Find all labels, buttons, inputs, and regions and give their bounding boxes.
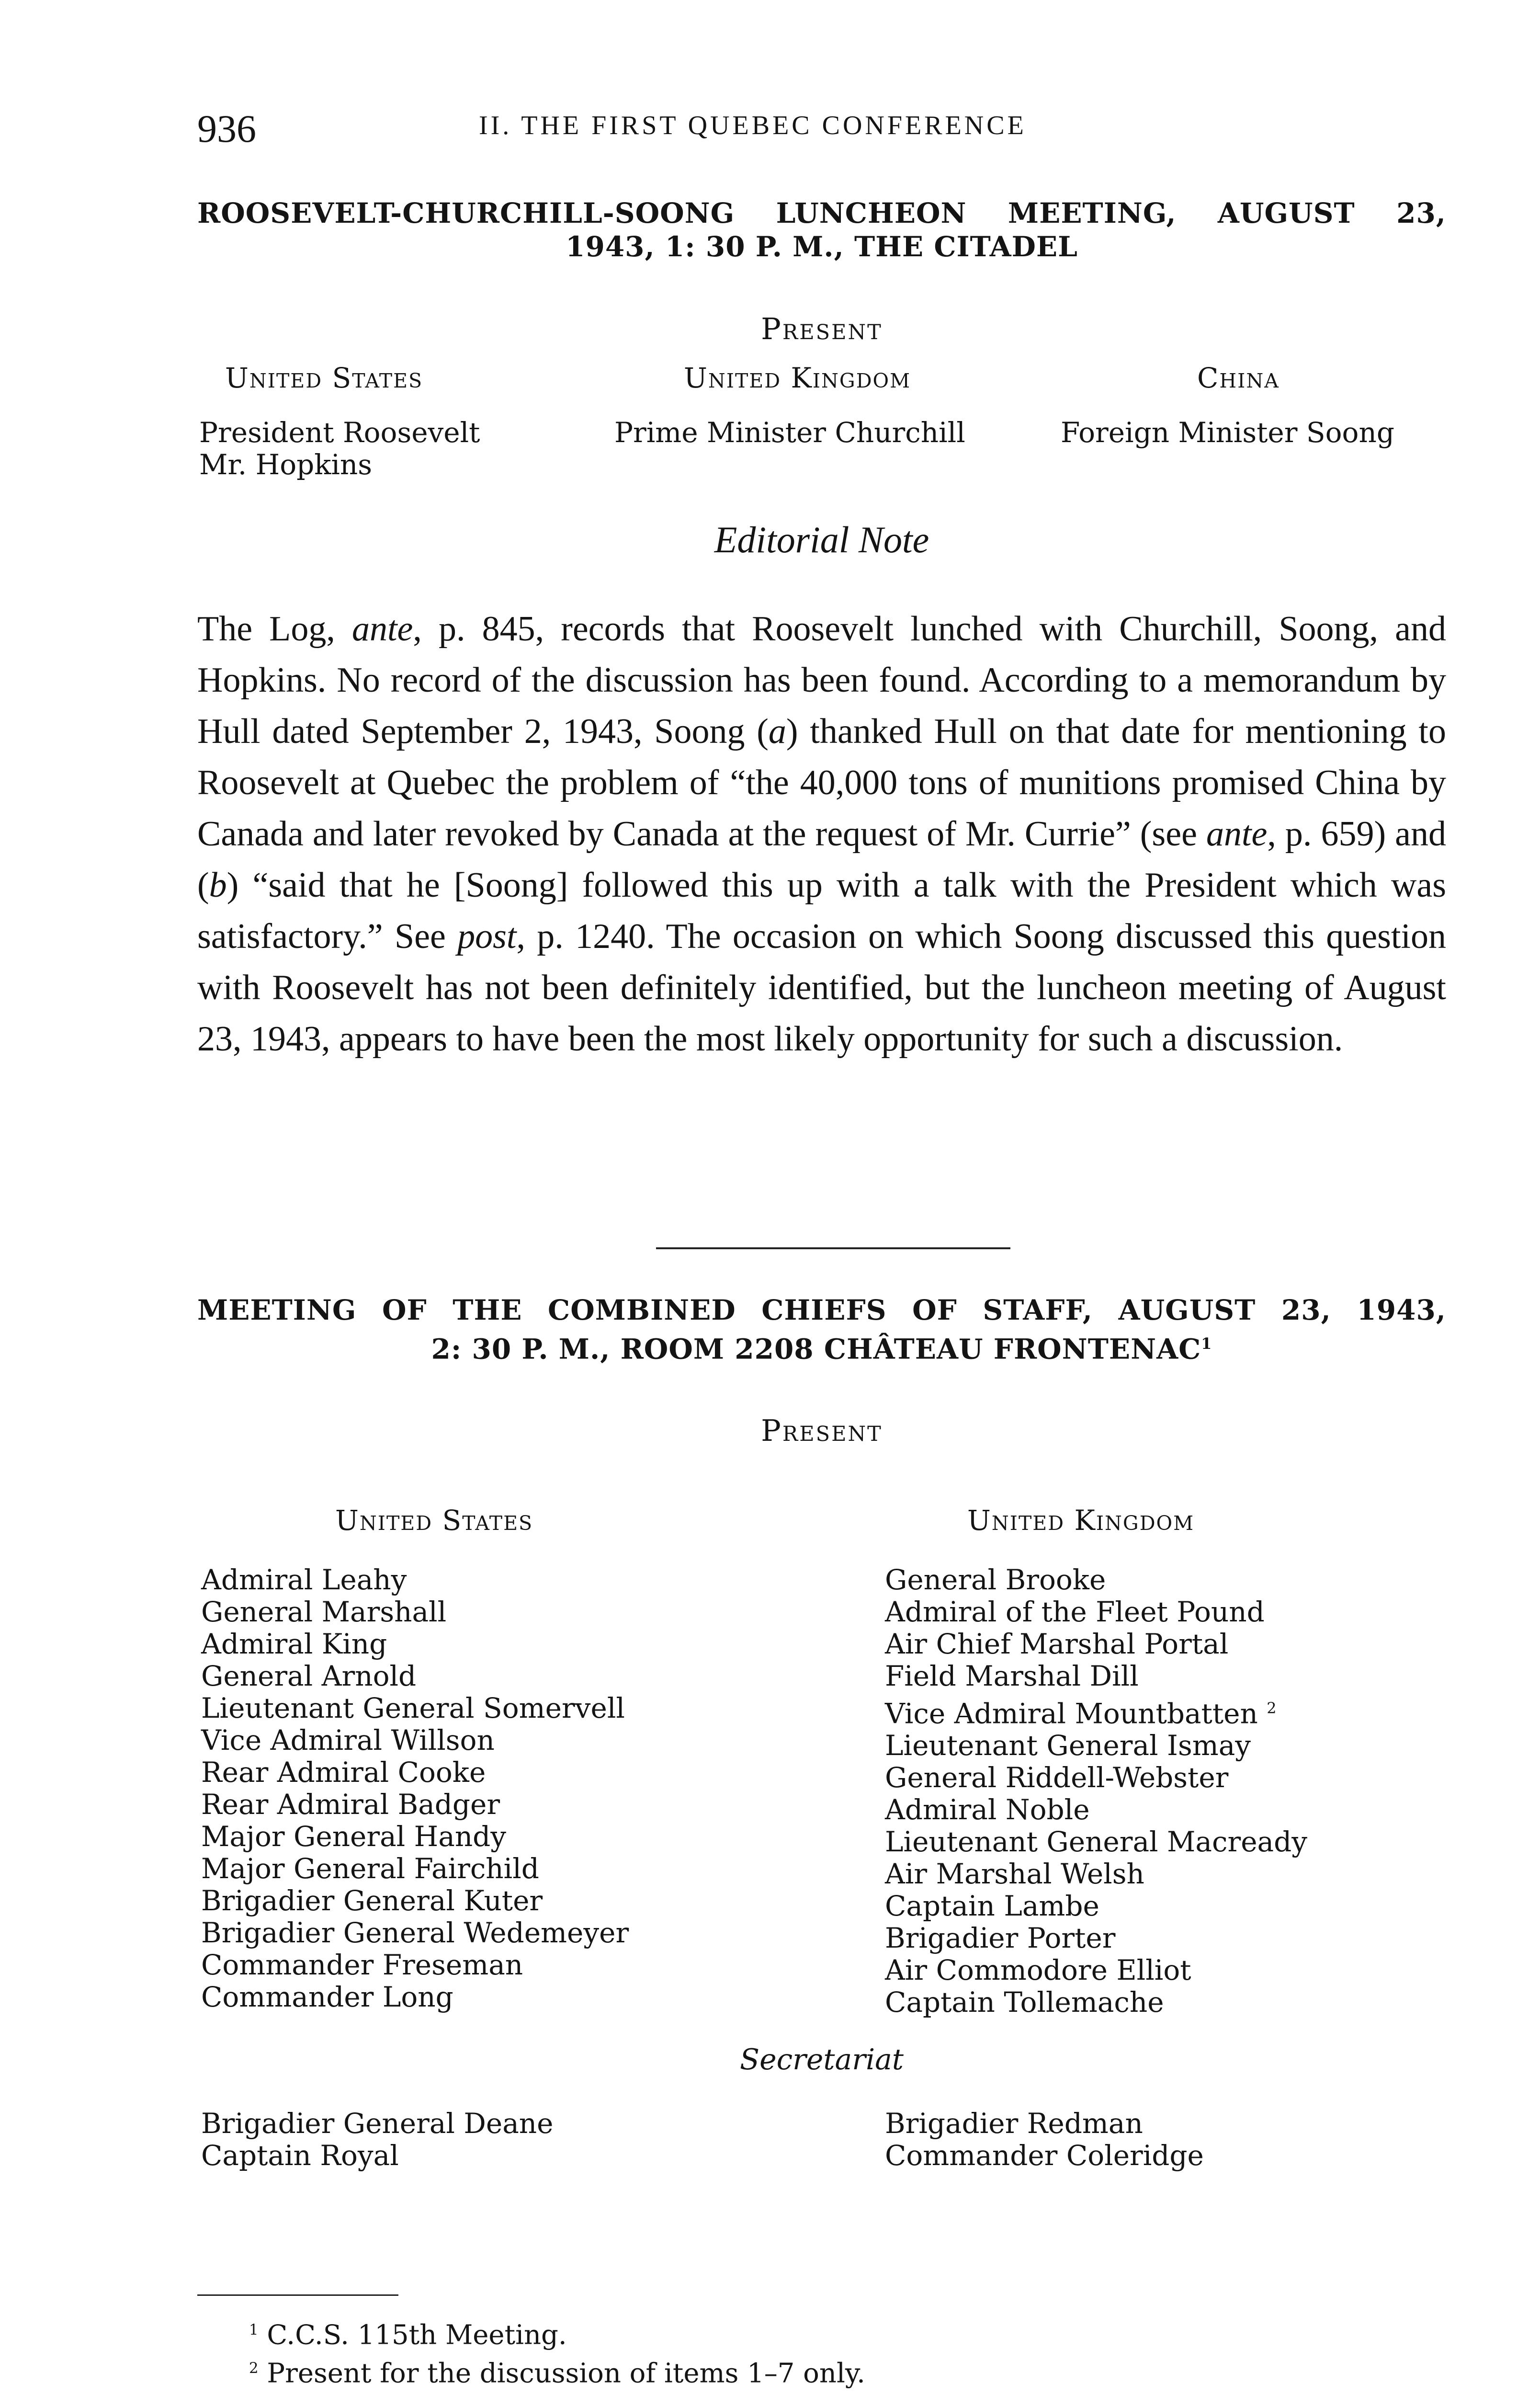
attendee-name: Admiral Noble bbox=[885, 1793, 1090, 1826]
attendee-name: Major General Fairchild bbox=[201, 1852, 539, 1885]
ccs-present-label: Present bbox=[761, 1413, 883, 1448]
luncheon-heading-line-1: ROOSEVELT-CHURCHILL-SOONG LUNCHEON MEETING, AUGUST 23, bbox=[197, 197, 1446, 229]
attendee-name: General Riddell-Webster bbox=[885, 1761, 1229, 1794]
attendee-name: General Marshall bbox=[201, 1596, 447, 1628]
section-divider bbox=[656, 1247, 1010, 1249]
luncheon-us-label: United States bbox=[225, 362, 423, 394]
footnotes bbox=[249, 2314, 865, 2390]
luncheon-us-names bbox=[199, 417, 480, 481]
attendee-name: Vice Admiral Willson bbox=[201, 1724, 495, 1756]
attendee-name: Captain Royal bbox=[201, 2139, 399, 2172]
attendee-name: Air Commodore Elliot bbox=[885, 1954, 1191, 1987]
secretariat-us-names bbox=[201, 2108, 553, 2172]
ccs-heading-line-2: 2: 30 P. M., ROOM 2208 CHÂTEAU FRONTENAC$^1$ bbox=[431, 1333, 1212, 1366]
attendee-name: Major General Handy bbox=[201, 1820, 507, 1853]
ccs-us-label: United States bbox=[335, 1504, 533, 1537]
secretariat-uk-names bbox=[885, 2108, 1204, 2172]
attendee-name: Air Chief Marshal Portal bbox=[885, 1628, 1229, 1660]
attendee-name: General Brooke bbox=[885, 1563, 1106, 1596]
luncheon-heading-line-2: 1943, 1: 30 P. M., THE CITADEL bbox=[566, 230, 1078, 263]
ccs-us-names bbox=[201, 1564, 629, 2013]
running-title: II. THE FIRST QUEBEC CONFERENCE bbox=[479, 111, 1027, 140]
attendee-name: Captain Tollemache bbox=[885, 1986, 1164, 2019]
attendee-name: Admiral of the Fleet Pound bbox=[885, 1596, 1265, 1628]
luncheon-meeting-heading bbox=[197, 196, 1446, 263]
attendee-name: Admiral Leahy bbox=[201, 1563, 407, 1596]
attendee-name: Field Marshal Dill bbox=[885, 1660, 1139, 1692]
attendee-name: Rear Admiral Cooke bbox=[201, 1756, 486, 1789]
attendee-name: Brigadier General Kuter bbox=[201, 1884, 543, 1917]
attendee-name: Brigadier Redman bbox=[885, 2107, 1143, 2140]
luncheon-uk-names bbox=[614, 417, 965, 449]
ccs-uk-names bbox=[885, 1564, 1307, 2019]
attendee-name: Commander Freseman bbox=[201, 1949, 523, 1981]
attendee-name: Admiral King bbox=[201, 1628, 387, 1660]
attendee-name: Brigadier General Wedemeyer bbox=[201, 1916, 629, 1949]
attendee-name: Captain Lambe bbox=[885, 1890, 1099, 1923]
attendee-name: Brigadier General Deane bbox=[201, 2107, 554, 2140]
editorial-note-body: The Log, ante, p. 845, records that Roosevelt lunched with Churchill, Soong, and Hopkins. No record of the discussion has been found. According to a memorandum by Hull dated September 2, 1943, Soong (a) thanked Hull on that date for mentioning to Roosevelt at Quebec the problem of “the 40,000 tons of munitions promised China by Canada and later revoked by Canada at the request of Mr. Currie” (see ante, p. 659) and (b) “said that he [Soong] followed this up with a talk with the President which was satisfactory.” See post, p. 1240. The occasion on which Soong discussed this question with Roosevelt has not been definitely identified, but the luncheon meeting of August 23, 1943, appears to have been the most likely opportunity for such a discussion. bbox=[197, 609, 1446, 1059]
footnote-divider bbox=[197, 2294, 398, 2296]
attendee-name-with-footnote: Vice Admiral Mountbatten $^2$ bbox=[885, 1697, 1277, 1730]
attendee-name: President Roosevelt bbox=[199, 416, 480, 449]
secretariat-label: Secretariat bbox=[739, 2043, 904, 2076]
attendee-name: Lieutenant General Somervell bbox=[201, 1692, 625, 1724]
attendee-name: Rear Admiral Badger bbox=[201, 1788, 500, 1821]
page-number: 936 bbox=[197, 107, 256, 150]
attendee-name: Commander Long bbox=[201, 1981, 453, 2013]
ccs-meeting-heading bbox=[197, 1293, 1446, 1366]
luncheon-present-label: Present bbox=[761, 311, 883, 346]
footnote-1: $^1$ C.C.S. 115th Meeting. bbox=[249, 2319, 567, 2351]
attendee-name: Commander Coleridge bbox=[885, 2139, 1204, 2172]
luncheon-china-names bbox=[1061, 417, 1394, 449]
attendee-name: General Arnold bbox=[201, 1660, 417, 1692]
ccs-uk-label: United Kingdom bbox=[967, 1504, 1195, 1537]
attendee-name: Lieutenant General Ismay bbox=[885, 1729, 1251, 1762]
luncheon-china-label: China bbox=[1197, 362, 1280, 394]
editorial-note-title: Editorial Note bbox=[714, 519, 929, 560]
ccs-heading-line-1: MEETING OF THE COMBINED CHIEFS OF STAFF, AUGUST 23, 1943, bbox=[197, 1294, 1446, 1326]
attendee-name: Foreign Minister Soong bbox=[1061, 416, 1394, 449]
footnote-mark: 2 bbox=[1267, 1699, 1277, 1717]
attendee-name: Lieutenant General Macready bbox=[885, 1825, 1308, 1859]
attendee-name: Mr. Hopkins bbox=[199, 448, 373, 481]
attendee-name: Prime Minister Churchill bbox=[614, 416, 965, 449]
footnote-mark: 1 bbox=[1201, 1334, 1212, 1353]
attendee-name: Brigadier Porter bbox=[885, 1922, 1116, 1955]
luncheon-uk-label: United Kingdom bbox=[684, 362, 911, 394]
footnote-2: $^2$ Present for the discussion of items 1–7 only. bbox=[249, 2358, 865, 2389]
attendee-name: Air Marshal Welsh bbox=[885, 1858, 1144, 1891]
